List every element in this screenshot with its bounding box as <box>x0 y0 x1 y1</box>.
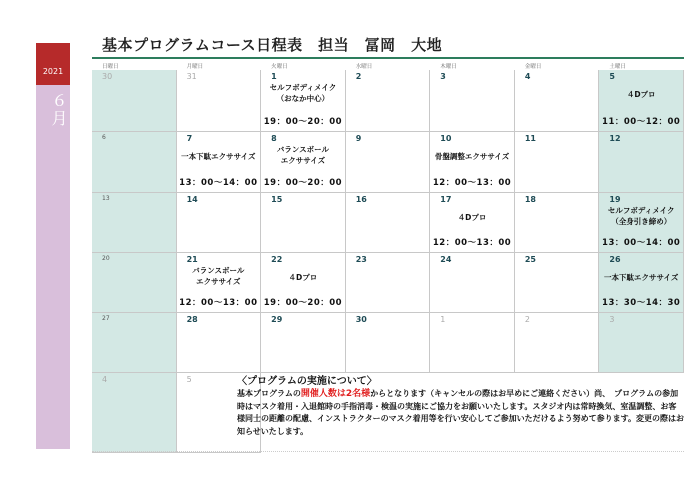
day-number: 3 <box>609 315 615 324</box>
program-name <box>599 205 683 227</box>
day-number: 17 <box>440 195 452 204</box>
program-name-line: セルフボディメイク <box>269 83 337 92</box>
year-badge: 2021 <box>36 43 70 85</box>
day-number: 30 <box>355 315 367 324</box>
weekday-header: 金曜日 <box>524 64 542 70</box>
program-name-line: ４Dプロ <box>288 273 318 282</box>
calendar-day <box>346 132 431 193</box>
day-number: 26 <box>609 255 621 264</box>
calendar-day <box>599 253 684 313</box>
day-number: 29 <box>271 315 283 324</box>
day-number: 5 <box>609 72 615 81</box>
program-time: 13：00〜14：00 <box>602 238 681 248</box>
day-number: 12 <box>609 134 621 143</box>
calendar-day <box>261 193 346 253</box>
program-name-line: 骨盤調整エクササイズ <box>434 152 510 161</box>
calendar-day <box>515 193 600 253</box>
calendar-day <box>92 70 177 132</box>
calendar-day <box>177 313 262 373</box>
day-number: 22 <box>271 255 283 264</box>
calendar-day <box>92 253 177 313</box>
month-label: ６月 <box>49 92 68 128</box>
calendar-day <box>599 132 684 193</box>
day-number: 18 <box>524 195 536 204</box>
calendar-day <box>430 313 515 373</box>
program-name <box>177 151 261 162</box>
day-number: 1 <box>271 72 277 81</box>
calendar-day <box>346 193 431 253</box>
calendar-day <box>515 70 600 132</box>
day-number: 30 <box>102 72 113 81</box>
program-name-line: エクササイズ <box>280 156 326 165</box>
program-name <box>261 82 345 104</box>
day-number: 13 <box>102 195 110 202</box>
calendar-day <box>261 132 346 193</box>
program-name-line: 一本下駄エクササイズ <box>181 152 256 161</box>
program-name-line: ４Dプロ <box>457 213 487 222</box>
notice-text-pre: 基本プログラムの <box>237 389 301 398</box>
program-time: 13：30〜14：30 <box>602 298 681 308</box>
program-name <box>261 144 345 166</box>
program-name-line: 一本下駄エクササイズ <box>604 273 679 282</box>
day-number: 20 <box>102 255 110 262</box>
day-number: 16 <box>355 195 367 204</box>
day-number: 27 <box>102 315 110 322</box>
program-name <box>261 272 345 283</box>
calendar-day <box>346 253 431 313</box>
program-notice <box>237 375 684 438</box>
program-time: 19：00〜20：00 <box>263 298 343 308</box>
program-name <box>430 212 514 223</box>
calendar-day <box>177 253 262 313</box>
day-number: 25 <box>524 255 536 264</box>
page-title: 基本プログラムコース日程表 担当 冨岡 大地 <box>102 36 443 54</box>
day-number: 7 <box>186 134 193 143</box>
calendar-day <box>177 193 262 253</box>
calendar-day <box>92 373 177 453</box>
day-number: 11 <box>524 134 536 143</box>
day-number: 4 <box>102 375 108 384</box>
calendar-day <box>599 313 684 373</box>
calendar-day <box>430 132 515 193</box>
notice-text-post: からとなります（キャンセルの際はお早めにご連絡ください）尚、 プログラムの参加時はマスク着用・入退館時の手指消毒・検温の実施にご協力をお願いいたします。スタジオ内は常時換気、室温調整、お客様同士の距離の配慮、インストラクターのマスク着用等を行い安心してご参加いただけるよう努めて参ります。変更の際はお知らせいたします。 <box>237 389 684 436</box>
program-name <box>599 89 683 100</box>
program-time: 12：00〜13：00 <box>179 298 258 308</box>
day-number: 19 <box>609 195 621 204</box>
calendar-day <box>177 70 262 132</box>
weekday-header: 土曜日 <box>609 64 626 70</box>
day-number: 6 <box>102 134 106 141</box>
day-number: 14 <box>186 195 198 204</box>
day-number: 4 <box>524 72 531 81</box>
program-name <box>430 151 514 162</box>
day-number: 23 <box>355 255 367 264</box>
calendar-day <box>261 253 346 313</box>
calendar-day <box>92 132 177 193</box>
program-name <box>599 272 683 283</box>
calendar-day <box>92 193 177 253</box>
program-name-line: セルフボディメイク <box>607 206 675 215</box>
calendar-day <box>346 70 431 132</box>
calendar-day <box>515 132 600 193</box>
program-name-line: エクササイズ <box>196 277 241 286</box>
calendar-day <box>430 70 515 132</box>
calendar-day <box>515 253 600 313</box>
day-number: 10 <box>440 134 452 143</box>
day-number: 31 <box>186 72 197 81</box>
day-number: 3 <box>440 72 446 81</box>
program-time: 12：00〜13：00 <box>432 238 512 248</box>
calendar-day <box>515 313 600 373</box>
program-time: 19：00〜20：00 <box>263 117 343 127</box>
calendar-day <box>261 313 346 373</box>
day-number: 21 <box>186 255 198 264</box>
notice-heading: 〈プログラムの実施について〉 <box>237 376 377 387</box>
calendar-day <box>599 70 684 132</box>
day-number: 15 <box>271 195 283 204</box>
notice-highlight: 開催人数は2名様 <box>300 389 371 399</box>
calendar-day <box>346 313 431 373</box>
program-time: 19：00〜20：00 <box>263 178 343 188</box>
weekday-header: 水曜日 <box>355 64 373 70</box>
weekday-header: 火曜日 <box>271 64 288 70</box>
day-number: 24 <box>440 255 452 264</box>
program-time: 13：00〜14：00 <box>179 178 258 188</box>
day-number: 5 <box>186 375 192 384</box>
calendar-day <box>430 253 515 313</box>
bottom-rule <box>92 451 684 452</box>
program-name-line: バランスボール <box>276 145 329 154</box>
weekday-header: 木曜日 <box>440 64 457 70</box>
program-time: 11：00〜12：00 <box>602 117 681 127</box>
day-number: 1 <box>440 315 446 324</box>
calendar-day <box>261 70 346 132</box>
weekday-header: 日曜日 <box>102 64 119 70</box>
program-name-line: （全身引き締め） <box>611 217 672 226</box>
program-name <box>177 265 261 287</box>
program-time: 12：00〜13：00 <box>432 178 512 188</box>
day-number: 2 <box>355 72 362 81</box>
calendar-day <box>599 193 684 253</box>
header-rule <box>92 57 684 59</box>
program-name-line: （おなか中心） <box>276 94 330 103</box>
calendar-day <box>177 132 262 193</box>
program-name-line: ４Dプロ <box>626 90 656 99</box>
calendar-day <box>92 313 177 373</box>
program-name-line: バランスボール <box>192 266 245 275</box>
day-number: 2 <box>524 315 530 324</box>
day-number: 28 <box>186 315 198 324</box>
weekday-header: 月曜日 <box>186 64 204 70</box>
day-number: 8 <box>271 134 277 143</box>
calendar-day <box>430 193 515 253</box>
day-number: 9 <box>355 134 362 143</box>
